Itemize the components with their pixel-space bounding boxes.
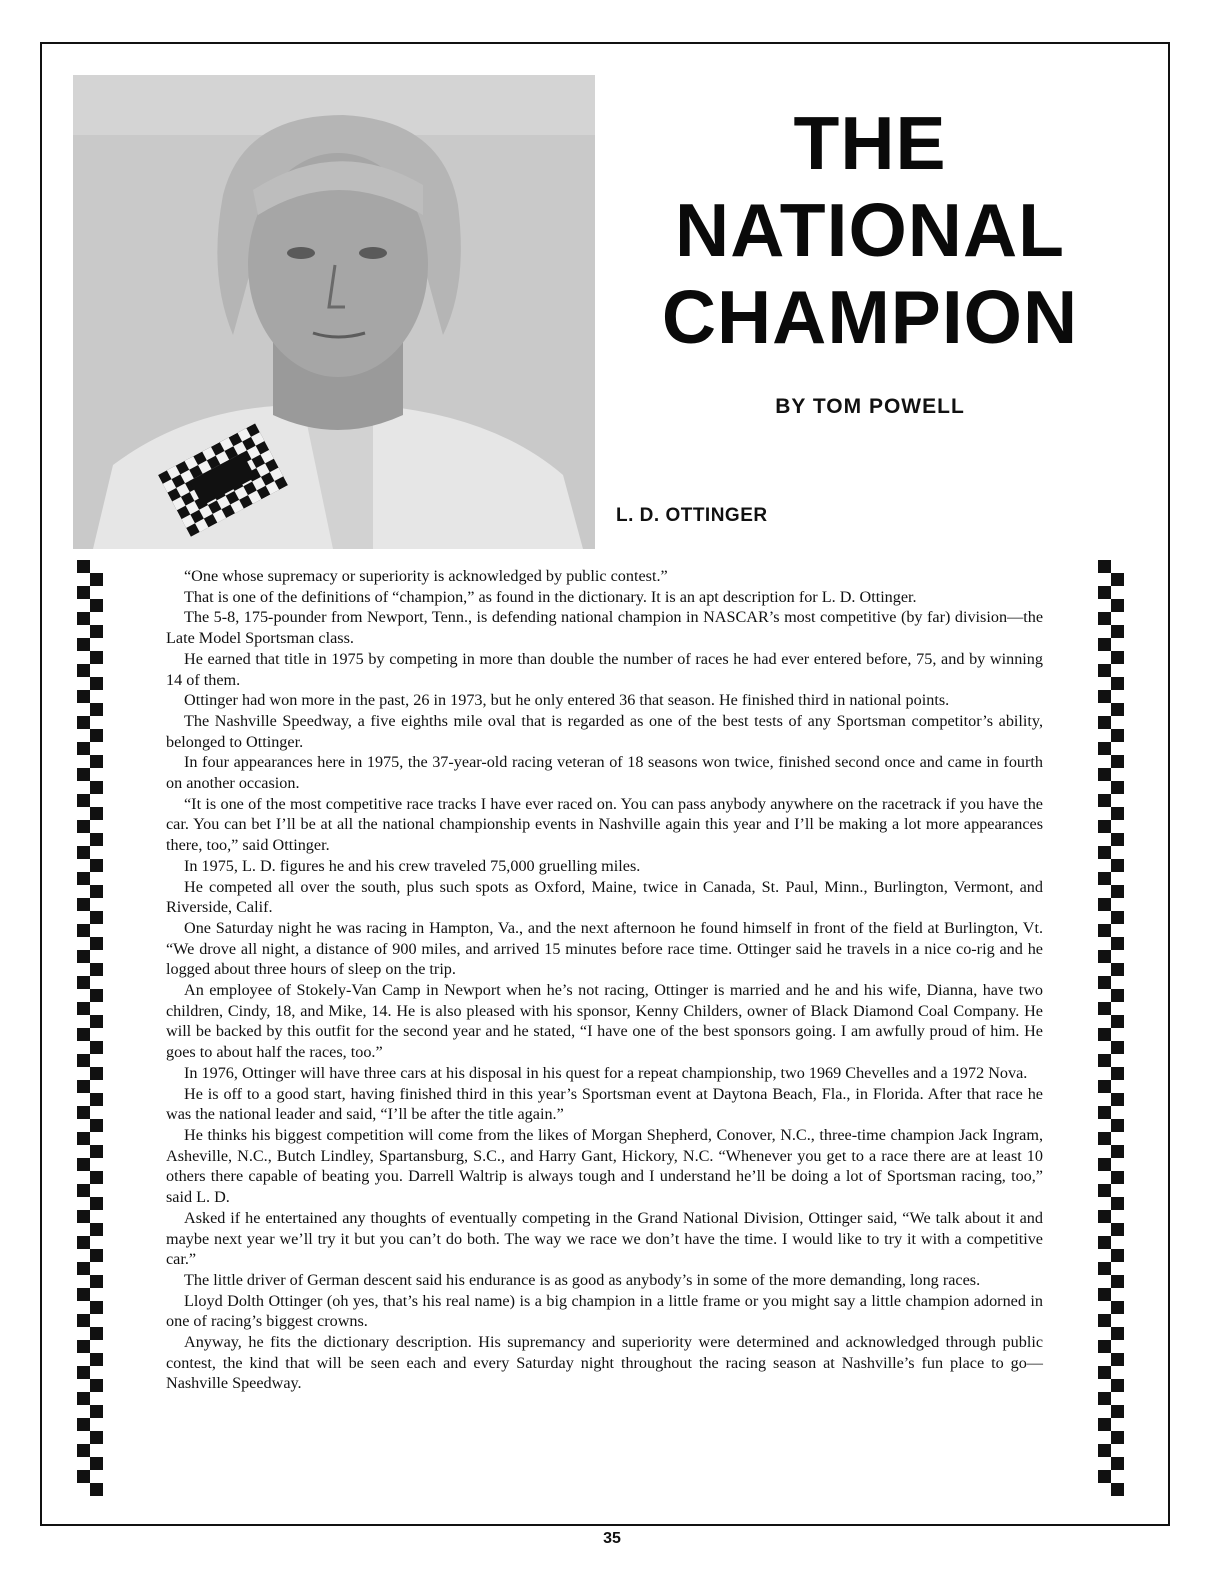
checker-square — [1111, 833, 1124, 846]
checker-square — [1111, 1067, 1124, 1080]
checker-square — [1098, 1366, 1111, 1379]
checker-square — [1098, 976, 1111, 989]
checker-square — [1111, 937, 1124, 950]
checker-square — [1098, 1210, 1111, 1223]
checker-square — [77, 820, 90, 833]
checker-square — [77, 612, 90, 625]
checker-pattern — [1096, 560, 1126, 1508]
paragraph: Asked if he entertained any thoughts of eventually competing in the Grand National Division, Ottinger said, “We talk about it and maybe next year we’ll try it but you can’t do both. The way we race we don’t have the time. I would like to try it with a competitive car.” — [166, 1208, 1043, 1269]
checker-square — [1098, 612, 1111, 625]
paragraph: One Saturday night he was racing in Hampton, Va., and the next afternoon he found himself in front of the field at Burlington, Vt. “We drove all night, a distance of 900 miles, and arrived 15 minutes before race time. Ottinger said he travels in a nice co-rig and he logged about three hours of sleep on the trip. — [166, 918, 1043, 979]
checker-square — [90, 1327, 103, 1340]
portrait-illustration — [73, 75, 595, 549]
checker-square — [1098, 690, 1111, 703]
checker-square — [1098, 1106, 1111, 1119]
checker-square — [77, 1444, 90, 1457]
checker-square — [1111, 1457, 1124, 1470]
checker-square — [90, 1223, 103, 1236]
checker-square — [77, 1340, 90, 1353]
checker-square — [1098, 1028, 1111, 1041]
checker-square — [1098, 1080, 1111, 1093]
paragraph: Anyway, he fits the dictionary description. His supremancy and superiority were determined and acknowledged through public contest, the kind that will be seen each and every Saturday night throughout the racing season at Nashville’s fun place to go—Nashville Speedway. — [166, 1333, 1043, 1393]
checker-square — [77, 1080, 90, 1093]
checker-square — [90, 963, 103, 976]
checker-square — [1098, 742, 1111, 755]
checker-square — [77, 560, 90, 573]
checker-square — [90, 833, 103, 846]
paragraph: An employee of Stokely-Van Camp in Newport when he’s not racing, Ottinger is married and he and his wife, Dianna, have two children, Cindy, 18, and Mike, 14. He is also pleased with his sponsor, Kenny Childers, owner of Black Diamond Coal Company. He will be backed by this outfit for the second year and he stated, “I have one of the best sponsors going. I am awfully proud of him. He goes to about half the races, too.” — [166, 981, 1043, 1062]
checker-square — [77, 1314, 90, 1327]
checker-square — [90, 1457, 103, 1470]
checker-square — [90, 911, 103, 924]
checker-square — [90, 1379, 103, 1392]
checker-square — [1111, 651, 1124, 664]
checker-square — [1098, 1132, 1111, 1145]
checker-square — [1111, 703, 1124, 716]
checker-square — [90, 573, 103, 586]
paragraph: The little driver of German descent said his endurance is as good as anybody’s in some of the more demanding, long races. — [184, 1270, 981, 1289]
paragraph: Ottinger had won more in the past, 26 in 1973, but he only entered 36 that season. He finished third in national points. — [184, 691, 950, 710]
checker-square — [77, 768, 90, 781]
checkered-border-left — [75, 560, 105, 1508]
checker-square — [90, 859, 103, 872]
checker-square — [1098, 950, 1111, 963]
checker-square — [77, 1366, 90, 1379]
checkered-border-right — [1096, 560, 1126, 1508]
checker-square — [90, 1015, 103, 1028]
byline: BY TOM POWELL — [775, 395, 965, 418]
checker-square — [90, 625, 103, 638]
checker-square — [90, 1301, 103, 1314]
checker-square — [90, 1483, 103, 1496]
checker-square — [77, 1184, 90, 1197]
photo-caption: L. D. OTTINGER — [616, 505, 768, 526]
checker-square — [90, 807, 103, 820]
checker-square — [90, 703, 103, 716]
checker-square — [90, 1171, 103, 1184]
checker-square — [90, 1249, 103, 1262]
checker-square — [1111, 1483, 1124, 1496]
checker-square — [90, 989, 103, 1002]
checker-square — [1111, 573, 1124, 586]
checker-square — [1098, 586, 1111, 599]
checker-square — [1111, 1431, 1124, 1444]
checker-square — [1111, 1405, 1124, 1418]
checker-square — [90, 651, 103, 664]
checker-square — [1111, 1327, 1124, 1340]
checker-square — [77, 1132, 90, 1145]
checker-square — [1098, 1288, 1111, 1301]
checker-square — [77, 1236, 90, 1249]
checker-square — [77, 976, 90, 989]
checker-square — [77, 1470, 90, 1483]
paragraph: “One whose supremacy or superiority is acknowledged by public contest.” — [184, 567, 668, 585]
checker-square — [90, 885, 103, 898]
checker-square — [77, 1106, 90, 1119]
checker-square — [90, 1353, 103, 1366]
checker-square — [1098, 1236, 1111, 1249]
checker-square — [77, 1210, 90, 1223]
checker-square — [90, 1431, 103, 1444]
checker-square — [1098, 1444, 1111, 1457]
checker-square — [90, 1093, 103, 1106]
paragraph: That is one of the definitions of “champion,” as found in the dictionary. It is an apt description for L. D. Ottinger. — [184, 587, 917, 606]
checker-square — [90, 677, 103, 690]
checker-square — [1111, 1171, 1124, 1184]
checker-square — [1111, 1145, 1124, 1158]
checker-square — [77, 1158, 90, 1171]
checker-square — [90, 1145, 103, 1158]
portrait-photo — [73, 75, 595, 549]
checker-square — [77, 586, 90, 599]
checker-square — [1098, 1418, 1111, 1431]
checker-square — [1098, 1340, 1111, 1353]
checker-square — [1111, 1275, 1124, 1288]
checker-square — [90, 937, 103, 950]
checker-square — [1098, 560, 1111, 573]
checker-square — [77, 872, 90, 885]
title-line: NATIONAL — [675, 188, 1065, 272]
checker-square — [77, 1262, 90, 1275]
checker-square — [77, 1002, 90, 1015]
checker-square — [1098, 1054, 1111, 1067]
paragraph: In 1976, Ottinger will have three cars at his disposal in his quest for a repeat championship, two 1969 Chevelles and a 1972 Nova. — [184, 1063, 1028, 1082]
checker-square — [1098, 664, 1111, 677]
paragraph: “It is one of the most competitive race tracks I have ever raced on. You can pass anybody anywhere on the racetrack if you have the car. You can bet I’ll be at all the national championship events in Nashville again this year and I’ll be making a lot more appearances there, too,” said Ottinger. — [166, 794, 1043, 855]
checker-square — [1111, 1015, 1124, 1028]
checker-square — [1111, 677, 1124, 690]
checker-square — [1098, 1184, 1111, 1197]
checker-square — [1111, 911, 1124, 924]
checker-square — [1111, 729, 1124, 742]
checker-square — [1111, 859, 1124, 872]
checker-square — [1111, 1119, 1124, 1132]
checker-square — [77, 846, 90, 859]
checker-square — [77, 1028, 90, 1041]
checker-square — [1098, 1002, 1111, 1015]
checker-square — [1098, 768, 1111, 781]
checker-square — [1111, 625, 1124, 638]
checker-square — [1098, 820, 1111, 833]
checker-square — [1098, 1470, 1111, 1483]
checker-square — [77, 638, 90, 651]
checker-square — [1098, 1262, 1111, 1275]
checker-square — [77, 794, 90, 807]
checker-pattern — [75, 560, 105, 1508]
article-title — [640, 100, 1100, 361]
paragraph: The Nashville Speedway, a five eighths mile oval that is regarded as one of the best tests of any Sportsman competitor’s ability, belonged to Ottinger. — [166, 711, 1043, 751]
checker-square — [1098, 1314, 1111, 1327]
checker-square — [1098, 638, 1111, 651]
article-body — [166, 566, 1043, 1394]
checker-square — [1098, 846, 1111, 859]
checker-square — [1111, 1197, 1124, 1210]
checker-square — [1111, 807, 1124, 820]
paragraph: Lloyd Dolth Ottinger (oh yes, that’s his real name) is a big champion in a little frame or you might say a little champion adorned in one of racing’s biggest crowns. — [166, 1291, 1043, 1331]
checker-square — [77, 950, 90, 963]
checker-square — [77, 1392, 90, 1405]
checker-square — [90, 1067, 103, 1080]
checker-square — [1111, 989, 1124, 1002]
checker-square — [90, 599, 103, 612]
title-line: THE — [793, 101, 947, 185]
checker-square — [1111, 1353, 1124, 1366]
paragraph: In 1975, L. D. figures he and his crew traveled 75,000 gruelling miles. — [184, 856, 641, 875]
paragraph: He competed all over the south, plus such spots as Oxford, Maine, twice in Canada, St. Paul, Minn., Burlington, Vermont, and Riverside, Calif. — [166, 877, 1043, 917]
checker-square — [1111, 755, 1124, 768]
checker-square — [1111, 885, 1124, 898]
checker-square — [77, 1054, 90, 1067]
checker-square — [90, 1275, 103, 1288]
checker-square — [1111, 1249, 1124, 1262]
checker-square — [90, 1041, 103, 1054]
page-number: 35 — [603, 1530, 621, 1547]
checker-square — [1111, 1379, 1124, 1392]
paragraph: He earned that title in 1975 by competing in more than double the number of races he had ever entered before, 75, and by winning 14 of them. — [166, 649, 1043, 689]
checker-square — [1111, 781, 1124, 794]
checker-square — [1111, 599, 1124, 612]
checker-square — [1111, 1041, 1124, 1054]
checker-square — [1111, 1223, 1124, 1236]
checker-square — [90, 1405, 103, 1418]
checker-square — [77, 716, 90, 729]
paragraph: He is off to a good start, having finished third in this year’s Sportsman event at Daytona Beach, Fla., in Florida. After that race he was the national leader and said, “I’ll be after the title again.” — [166, 1084, 1043, 1124]
checker-square — [90, 781, 103, 794]
checker-square — [77, 924, 90, 937]
checker-square — [1098, 898, 1111, 911]
checker-square — [77, 898, 90, 911]
checker-square — [1098, 924, 1111, 937]
paragraph: He thinks his biggest competition will come from the likes of Morgan Shepherd, Conover, N.C., three-time champion Jack Ingram, Asheville, N.C., Butch Lindley, Spartansburg, S.C., and Harry Gant, Hickory, N.C. “Whenever you get to a race there are at least 10 others there capable of beating you. Darrell Waltrip is always tough and I understand he’ll be doing a lot of Sportsman racing, too,” said L. D. — [166, 1125, 1043, 1207]
paragraph: In four appearances here in 1975, the 37-year-old racing veteran of 18 seasons won twice, finished second once and came in fourth on another occasion. — [166, 753, 1043, 793]
checker-square — [1111, 1093, 1124, 1106]
title-line: CHAMPION — [661, 275, 1079, 359]
checker-square — [90, 1119, 103, 1132]
paragraph: The 5-8, 175-pounder from Newport, Tenn., is defending national champion in NASCAR’s most competitive (by far) division—the Late Model Sportsman class. — [166, 608, 1043, 648]
checker-square — [90, 755, 103, 768]
checker-square — [77, 690, 90, 703]
checker-square — [1098, 1158, 1111, 1171]
checker-square — [1098, 716, 1111, 729]
checker-square — [77, 742, 90, 755]
checker-square — [1098, 794, 1111, 807]
checker-square — [1111, 1301, 1124, 1314]
checker-square — [90, 1197, 103, 1210]
checker-square — [1098, 1392, 1111, 1405]
checker-square — [77, 1288, 90, 1301]
checker-square — [77, 664, 90, 677]
checker-square — [77, 1418, 90, 1431]
checker-square — [1111, 963, 1124, 976]
checker-square — [90, 729, 103, 742]
checker-square — [1098, 872, 1111, 885]
